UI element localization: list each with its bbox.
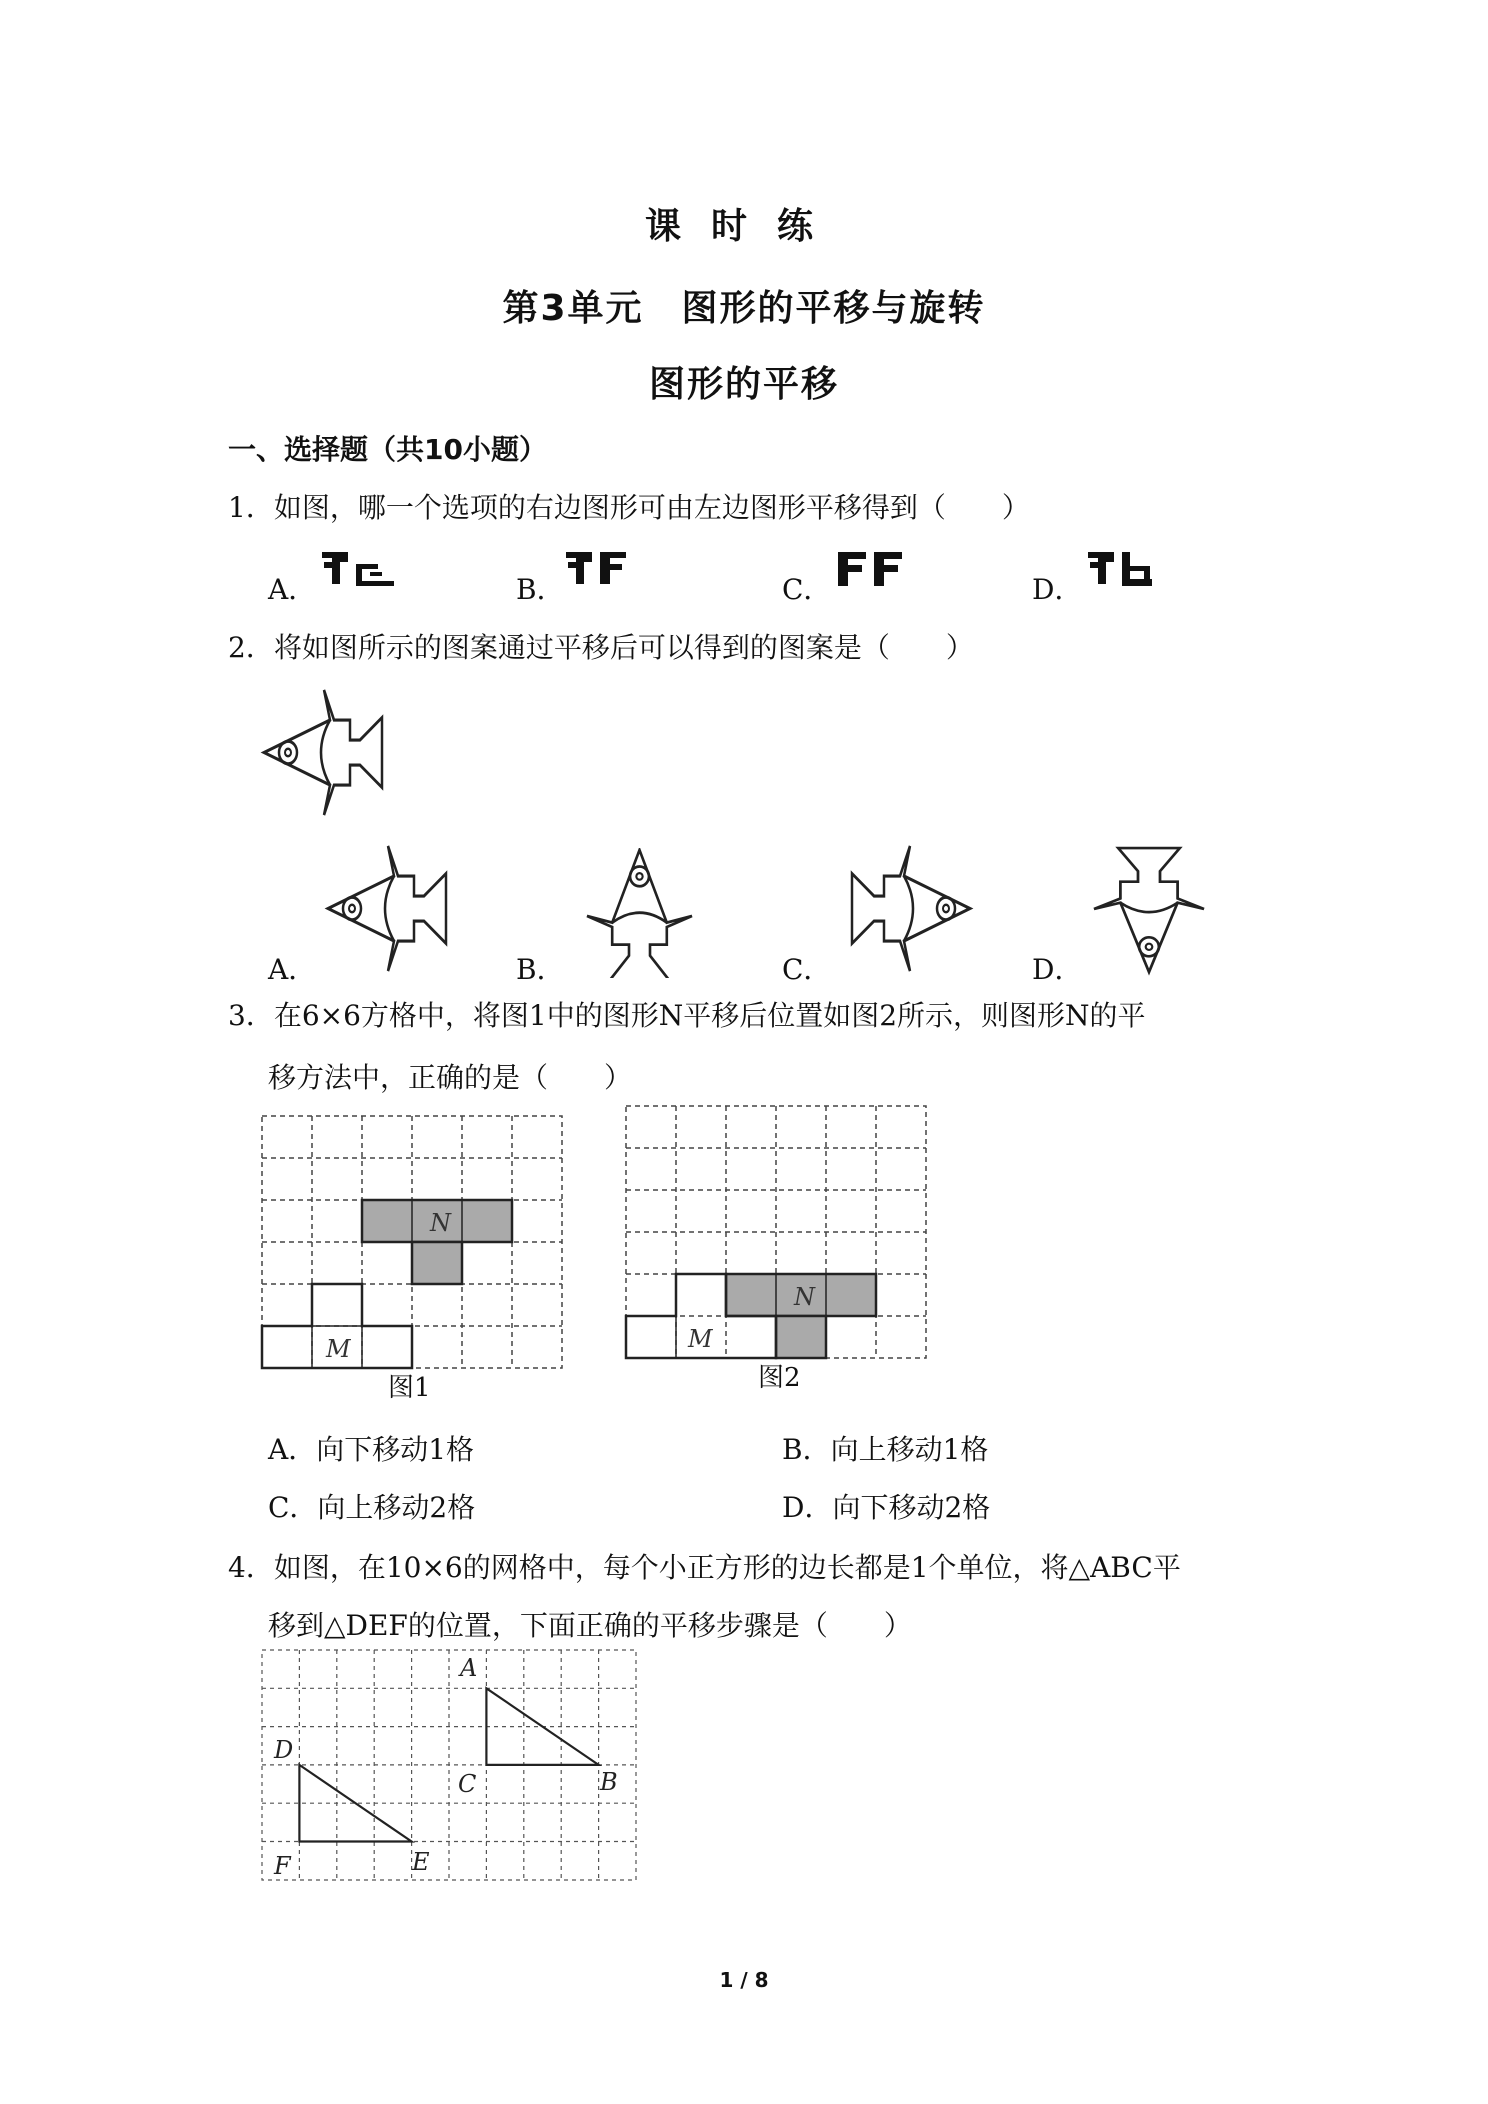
q3-fig2-label-m: M: [688, 1325, 713, 1353]
q2-option-a-label: A．: [268, 953, 317, 986]
question-3-text-line-1: 在6×6方格中，将图1中的图形N平移后位置如图2所示，则图形N的平: [273, 999, 1146, 1032]
q4-label-f: F: [274, 1852, 291, 1880]
doc-title: 课时练: [644, 206, 843, 247]
q4-label-b: B: [600, 1768, 618, 1796]
q4-label-a: A: [460, 1654, 478, 1682]
question-1-text: 如图，哪一个选项的右边图形可由左边图形平移得到（ ）: [273, 491, 1030, 524]
q4-label-e: E: [412, 1848, 430, 1876]
q2-option-c-label: C．: [782, 953, 832, 986]
q3-fig2-caption: 图2: [758, 1363, 801, 1393]
question-4-text-line-2: 移到△DEF的位置，下面正确的平移步骤是（ ）: [268, 1609, 912, 1642]
q1-option-c-figure: [834, 548, 914, 596]
page-number: 1 / 8: [719, 1968, 769, 1992]
question-3-line-1: [228, 994, 1146, 1034]
q1-option-b-figure: [564, 548, 644, 596]
q1-option-a-figure: [320, 548, 400, 596]
question-1: [228, 486, 1030, 526]
q3-figure-1: [258, 1112, 568, 1402]
q3-option-c: C．向上移动2格: [268, 1491, 476, 1524]
q3-figure-2: [622, 1102, 932, 1402]
q3-fig1-label-m: M: [326, 1335, 351, 1363]
question-4-number: 4．: [228, 1551, 274, 1584]
q2-option-a-figure: [322, 836, 462, 986]
q1-option-b-label: B．: [516, 573, 565, 606]
q2-option-d-label: D．: [1032, 953, 1083, 986]
unit-title: 第3单元 图形的平移与旋转: [502, 288, 986, 329]
q1-option-d-figure: [1086, 548, 1166, 596]
q1-option-d-label: D．: [1032, 573, 1083, 606]
q3-option-b: B．向上移动1格: [782, 1433, 989, 1466]
lesson-title: 图形的平移: [648, 364, 839, 405]
q2-original-figure: [258, 680, 398, 830]
q3-fig1-label-n: N: [430, 1209, 451, 1237]
question-3-text-line-2: 移方法中，正确的是（ ）: [268, 1061, 633, 1094]
question-2: [228, 626, 974, 666]
q4-label-d: D: [274, 1736, 294, 1764]
q2-option-d-figure: [1082, 846, 1232, 976]
question-2-text: 将如图所示的图案通过平移后可以得到的图案是（ ）: [273, 631, 974, 664]
q4-label-c: C: [458, 1770, 477, 1798]
q3-option-d: D．向下移动2格: [782, 1491, 991, 1524]
question-1-number: 1．: [228, 491, 274, 524]
question-4-text-line-1: 如图，在10×6的网格中，每个小正方形的边长都是1个单位，将△ABC平: [273, 1551, 1181, 1584]
q3-fig2-label-n: N: [794, 1283, 815, 1311]
q2-option-b-figure: [566, 848, 706, 978]
section-heading: 一、选择题（共10小题）: [228, 433, 547, 466]
q1-option-a-label: A．: [268, 573, 317, 606]
question-2-number: 2．: [228, 631, 274, 664]
question-4-line-1: [228, 1546, 1181, 1586]
q2-option-b-label: B．: [516, 953, 565, 986]
q4-figure: [258, 1646, 648, 1892]
q2-option-c-figure: [842, 836, 982, 986]
q1-option-c-label: C．: [782, 573, 832, 606]
q3-option-a: A．向下移动1格: [268, 1433, 475, 1466]
q3-fig1-caption: 图1: [388, 1373, 431, 1402]
question-3-number: 3．: [228, 999, 274, 1032]
